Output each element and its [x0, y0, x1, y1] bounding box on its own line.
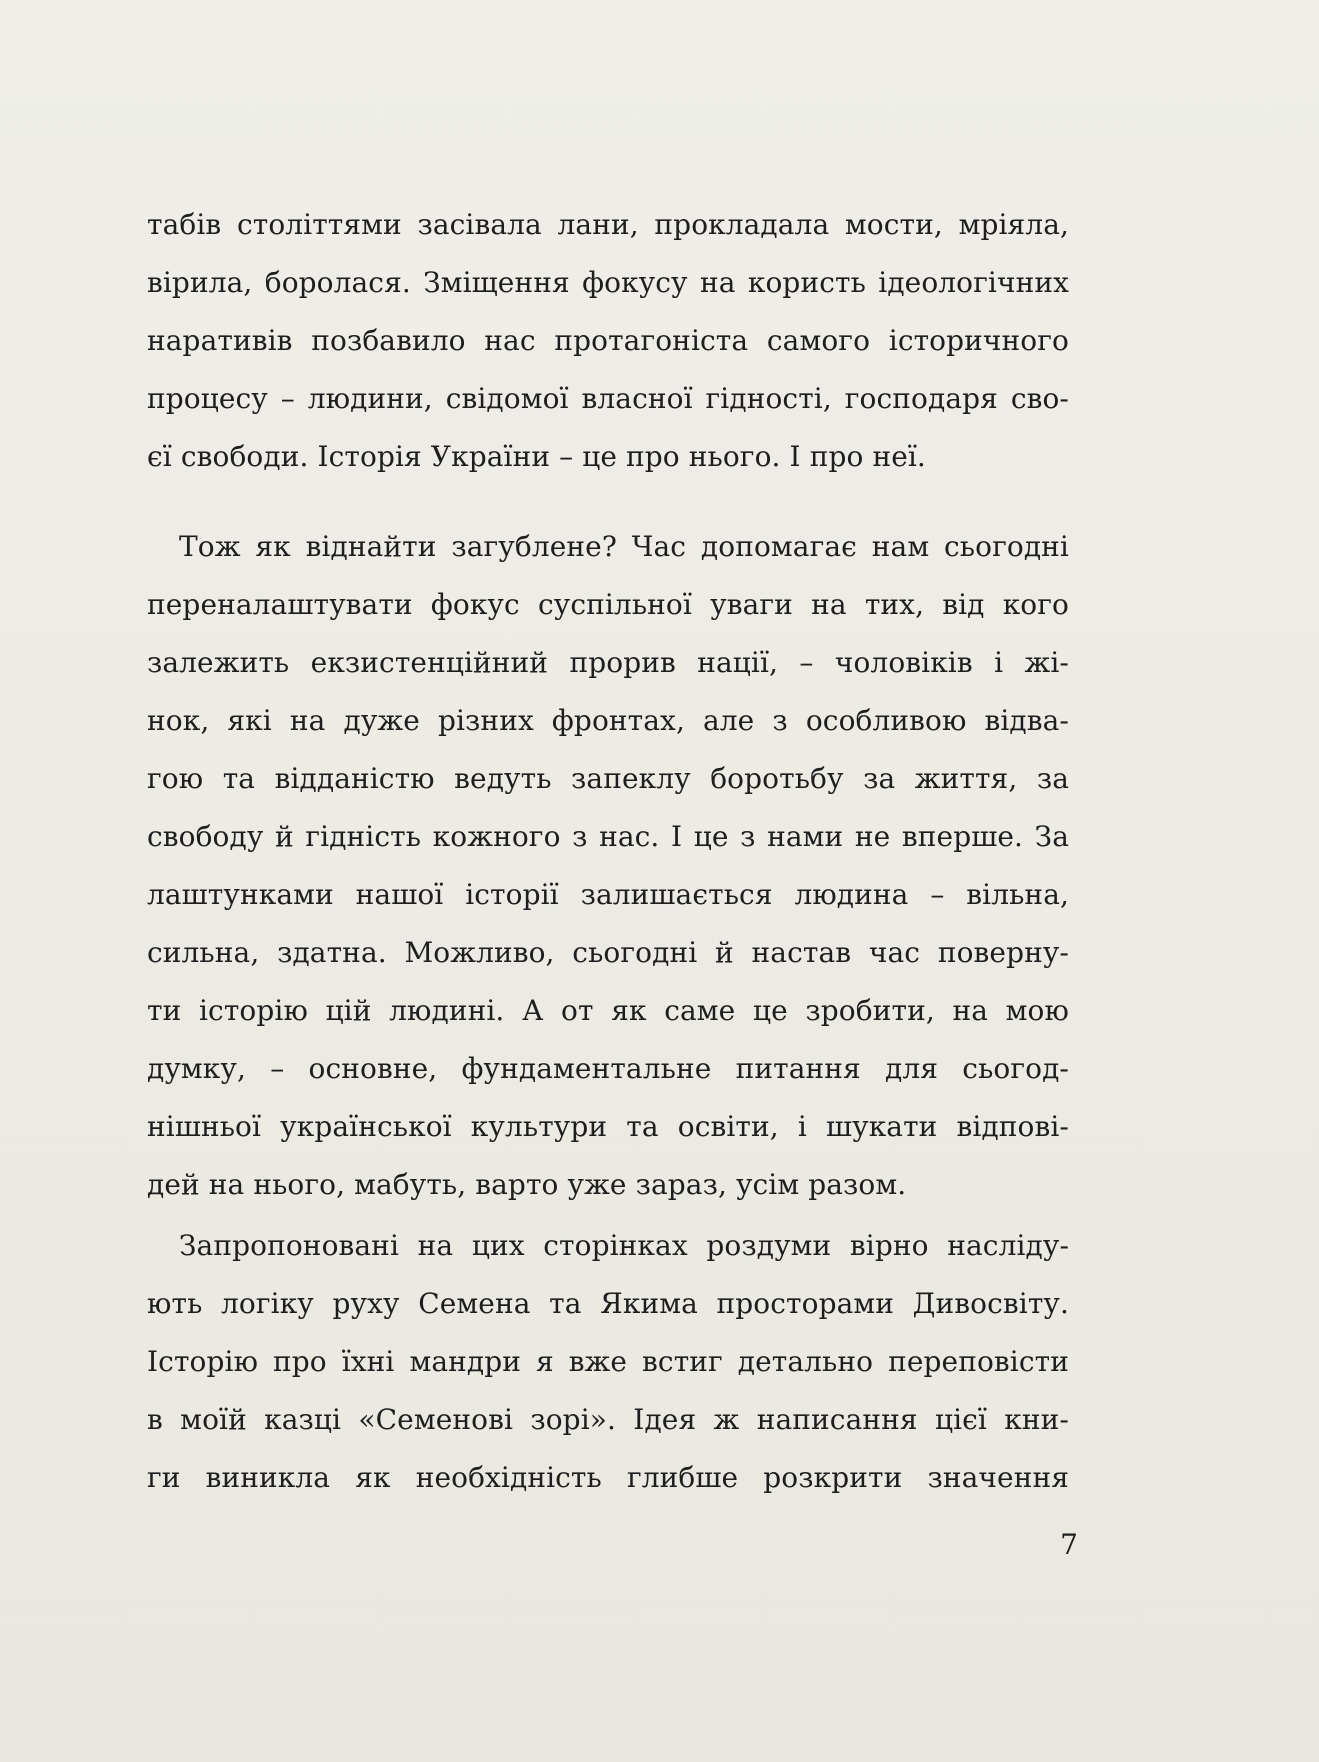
text-line: свободу й гідність кожного з нас. І це з нами не вперше. За	[147, 820, 1069, 853]
text-line: Запропоновані на цих сторінках роздуми вірно насліду-	[179, 1229, 1069, 1262]
text-line: лаштунками нашої історії залишається людина – вільна,	[147, 878, 1069, 911]
text-line: єї свободи. Історія України – це про нього. І про неї.	[147, 440, 926, 473]
text-line: думку, – основне, фундаментальне питання для сьогод-	[147, 1052, 1069, 1085]
text-line: дей на нього, мабуть, варто уже зараз, усім разом.	[147, 1168, 907, 1201]
text-line: гою та відданістю ведуть запеклу боротьбу за життя, за	[147, 762, 1069, 795]
text-line: вірила, боролася. Зміщення фокусу на користь ідеологічних	[147, 266, 1069, 299]
text-line: сильна, здатна. Можливо, сьогодні й настав час поверну-	[147, 936, 1069, 969]
paragraph-3	[147, 1217, 1069, 1507]
text-line: ють логіку руху Семена та Якима просторами Дивосвіту.	[147, 1287, 1069, 1320]
text-line: ги виникла як необхідність глибше розкрити значення	[147, 1461, 1069, 1494]
paragraph-1	[147, 196, 1069, 486]
text-line: залежить екзистенційний прорив нації, – чоловіків і жі-	[147, 646, 1069, 679]
text-line: в моїй казці «Семенові зорі». Ідея ж написання цієї кни-	[147, 1403, 1069, 1436]
text-line: процесу – людини, свідомої власної гідності, господаря сво-	[147, 382, 1069, 415]
text-line: Тож як віднайти загублене? Час допомагає нам сьогодні	[179, 530, 1069, 563]
paragraph-2	[147, 518, 1069, 1214]
text-line: Історію про їхні мандри я вже встиг детально переповісти	[147, 1345, 1069, 1378]
text-line: переналаштувати фокус суспільної уваги на тих, від кого	[147, 588, 1069, 621]
text-line: ти історію цій людині. А от як саме це зробити, на мою	[147, 994, 1069, 1027]
text-line: нок, які на дуже різних фронтах, але з особливою відва-	[147, 704, 1069, 737]
page-number: 7	[1060, 1528, 1078, 1561]
text-line: нішньої української культури та освіти, і шукати відпові-	[147, 1110, 1069, 1143]
text-line: табів століттями засівала лани, прокладала мости, мріяла,	[147, 208, 1069, 241]
text-line: наративів позбавило нас протагоніста самого історичного	[147, 324, 1069, 357]
